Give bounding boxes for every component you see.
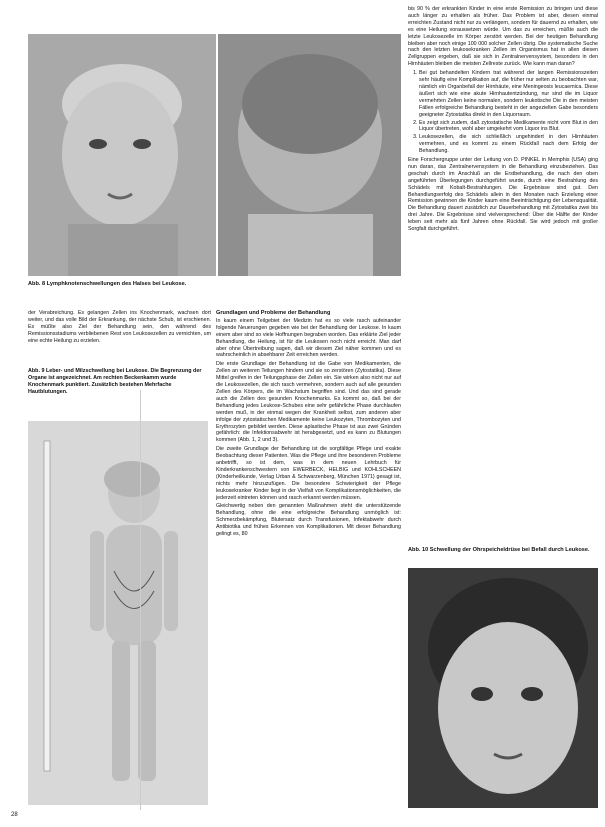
fig10-caption: Abb. 10 Schwellung der Ohrspeicheldrüse bei Befall durch Leukose.: [408, 547, 590, 553]
child-head-front-photo-icon: [28, 34, 216, 276]
left-column-text: der Verabreichung. Es gelangen Zellen ins Knochenmark, wachsen dort weiter, und das volle Bild der Erkrankung, der nächste Schub, ist erschienen. Es müßte also Ziel der Behandlung sein, den während des Remissionsstadiums verbliebenen Rest von Leukosezellen zu vernichten, um eine echte Heilung zu erzielen.: [28, 310, 211, 344]
page-number: 28: [11, 812, 18, 818]
paragraph: Die erste Grundlage der Behandlung ist die Gabe von Medikamenten, die Zellen an weiteren Teilungen hindern und sie so zerstören (Zytostatika). Diese Mittel greifen in der Teilungsphase der Zellen ein. Sie wirken also nicht nur auf die Leukosezellen, die sich rasch vermehren, sondern auch auf alle gesunden Zellen des Körpers, die im Wachstum begriffen sind. Und das sind gerade auch die Zellen des gesunden Knochenmarks. Es kommt so, daß bei der Behandlung jedes Leukose-Schubes eine sehr gefährliche Phase durchlaufen werden muß, in der einmal wegen der Krankheit selbst, zum anderen aber infolge der zytostatischen Medikamente keine Leukozyten, Thrombozyten und Erythrozyten gebildet werden. Diese aplastische Phase ist aus zwei Gründen gefährlich: die Infektionsabwehr ist herabgesetzt, und es kann zu Blutungen kommen (Abb. 1, 2 und 3).: [216, 361, 401, 444]
right-column: [408, 6, 598, 235]
fig8-caption: Abb. 8 Lymphknotenschwellungen des Halses bei Leukose.: [28, 281, 187, 287]
fig9-caption: Abb. 9 Leber- und Milzschwellung bei Leukose. Die Begrenzung der Organe ist angezeichnet. Am rechten Beckenkamm wurde Knochenmark punktiert. Zusätzlich bestehen Mehrfache Hautblutungen.: [28, 368, 202, 395]
numbered-list: [408, 70, 598, 155]
fig8-photo-front: [28, 34, 216, 276]
fig8-photo-back: [218, 34, 401, 276]
child-head-back-photo-icon: [218, 34, 401, 276]
paragraph: Gleichwertig neben den genannten Maßnahmen steht die unterstützende Behandlung, ohne die eine erfolgreiche Behandlung unmöglich ist: Schmerzbekämpfung, Blutersatz durch Transfusionen, Infektabwehr durch Antibiotika und frühes Erkennen von Komplikationen. Mit dieser Behandlung gelingt es, 80: [216, 503, 401, 538]
standing-child-photo-icon: [28, 421, 208, 805]
section-heading: Grundlagen und Probleme der Behandlung: [216, 310, 331, 316]
paragraph: bis 90 % der erkrankten Kinder in eine erste Remission zu bringen und diese auch länger zu erhalten als früher. Das Problem ist aber, diesen einmal erreichten Zustand nicht nur zu verlängern, sondern für dauernd zu erhalten, wie es eine Heilung voraussetzen würde. Um das zu erreichen, müßte auch die letzte Leukosezelle im Körper zerstört werden. Bei der heutigen Behandlung bleiben aber noch einige 100 000 solcher Zellen übrig. Die systematische Suche nach den letzten leukosekranken Zellen im Organismus hat in allen diesen Zellgruppen ergeben, daß sie sich in Zentralnervensystem, besonders in den Hirnhäuten bleiben die meisten Zellreste zurück. Wie kann man daran?: [408, 6, 598, 68]
paragraph: In kaum einem Teilgebiet der Medizin hat es so viele rasch aufeinander folgende Neuerungen gegeben wie bei der Behandlung der Leukose. In kaum einem aber sind so viele Hoffnungen begraben worden. Das erklärte Ziel jeder Behandlung, die Heilung, ist für die Leukosen noch nicht erreicht. Man darf aber ohne Übertreibung sagen, daß wir diesem Ziel näher kommen und es wahrscheinlich in absehbarer Zeit erreichen werden.: [216, 317, 401, 359]
fig9-photo: [28, 421, 208, 805]
column-divider: [140, 390, 141, 810]
paragraph: Die zweite Grundlage der Behandlung ist die sorgfältige Pflege und exakte Beobachtung dieser Patienten. Was die Pflege und ihre besonderen Probleme anbetrifft, so ist dem, was in dem neuen Lehrbuch für Kinderkrankenschwestern von EWERBECK, HELBIG und KOHLSCHEEN (Kinderheilkunde, Verlag Urban & Schwarzenberg, München 1971) gesagt ist, nichts mehr hinzuzufügen. Die besondere Schwierigkeit der Pflege leukosekranker Kinder liegt in der Vielfalt von Komplikationsmöglichkeiten, die jederzeit eintreten können und rasch erkannt werden müssen.: [216, 446, 401, 501]
list-item: 2. Es zeigt sich zudem, daß zytostatische Medikamente nicht vom Blut in den Liquor übertreten, wohl aber umgekehrt vom Liquor ins Blut.: [419, 120, 598, 134]
list-item: 1. Bei gut behandelten Kindern trat während der langen Remissionszeiten sehr häufig eine Komplikation auf, die früher nur selten zu beobachten war, nämlich ein Organbefall der Hirnhäute, eine Meningeosis leucaemica. Diese äußert sich wie eine akute Hirnhautentzündung, nur sind die im Liquor vermehrten Zellen keine normalen, sondern leukotische Die in den meisten Fällen erfolgreiche Behandlung besteht in der angezielten Gabe besonders geeigneter Zytostatika direkt in den Liquorraum.: [419, 70, 598, 118]
child-portrait-photo-icon: [408, 568, 598, 808]
list-item: 3. Leukosezellen, die sich schließlich ungehindert in den Hirnhäuten vermehren, und es kommt zu einem Rückfall nach dem Erfolg der Behandlung.: [419, 134, 598, 155]
paragraph: Eine Forschergruppe unter der Leitung von D. PINKEL in Memphis (USA) ging nun daran, das Zentralnervensystem in die Behandlung einzubeziehen. Das geschah durch im Anschluß an die Erstbehandlung, die nach den oben angeführten Überlegungen durchgeführt wurde, durch eine Bestrahlung des Schädels mit Kobalt-Bestrahlungen. Die Ergebnisse sind gut. Den Behandlungserfolg des Schädels allein in den Monaten nach Erzielung einer Remission gewinnen die Kinder kaum eine Beeinträchtigung der Lebensqualität. Die Behandlung dauert zusätzlich zur Dauerbehandlung mit Zytostatika zwei bis drei Jahre. Die Ergebnisse sind vielversprechend: Über die Hälfte der Kinder leben seit mehr als fünf Jahren ohne Rückfall. Sie wird jedoch mit großer Sorgfalt durchgeführt.: [408, 157, 598, 233]
middle-column: [216, 310, 401, 540]
fig10-photo: [408, 568, 598, 808]
